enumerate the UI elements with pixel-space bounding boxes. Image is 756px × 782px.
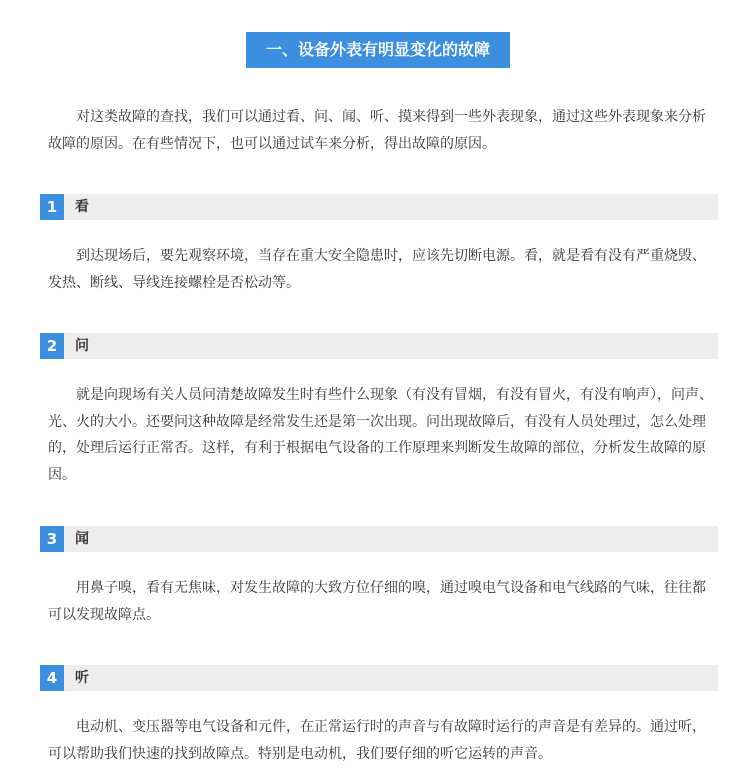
- title-wrapper: [0, 32, 756, 68]
- section-heading: 看: [75, 199, 89, 215]
- section-number: 4: [40, 665, 64, 691]
- section-paragraph-3: 用鼻子嗅，看有无焦味，对发生故障的大致方位仔细的嗅，通过嗅电气设备和电气线路的气味，往往都可以发现故障点。: [48, 580, 706, 623]
- section-number: 1: [40, 194, 64, 220]
- section-header-2: [40, 333, 718, 359]
- section-heading: 闻: [75, 531, 89, 547]
- section-paragraph-1: 到达现场后，要先观察环境，当存在重大安全隐患时，应该先切断电源。看，就是看有没有严重烧毁、发热、断线、导线连接螺栓是否松动等。: [48, 248, 706, 291]
- section-heading: 问: [75, 338, 89, 354]
- section-header-1: [40, 194, 718, 220]
- section-header-3: [40, 526, 718, 552]
- intro-paragraph: 对这类故障的查找，我们可以通过看、问、闻、听、摸来得到一些外表现象，通过这些外表现象来分析故障的原因。在有些情况下，也可以通过试车来分析，得出故障的原因。: [48, 109, 706, 152]
- section-number: 2: [40, 333, 64, 359]
- section-header-4: [40, 665, 718, 691]
- section-heading: 听: [75, 670, 89, 686]
- section-paragraph-2: 就是向现场有关人员问清楚故障发生时有些什么现象（有没有冒烟，有没有冒火，有没有响声），问声、光、火的大小。还要问这种故障是经常发生还是第一次出现。问出现故障后，有没有人员处理过，怎么处理的，处理后运行正常否。这样，有利于根据电气设备的工作原理来判断发生故障的部位，分析发生故障的原因。: [48, 387, 713, 483]
- page-title: 一、设备外表有明显变化的故障: [246, 32, 510, 68]
- section-number: 3: [40, 526, 64, 552]
- section-paragraph-4: 电动机、变压器等电气设备和元件，在正常运行时的声音与有故障时运行的声音是有差异的。通过听，可以帮助我们快速的找到故障点。特别是电动机，我们要仔细的听它运转的声音。: [48, 719, 706, 762]
